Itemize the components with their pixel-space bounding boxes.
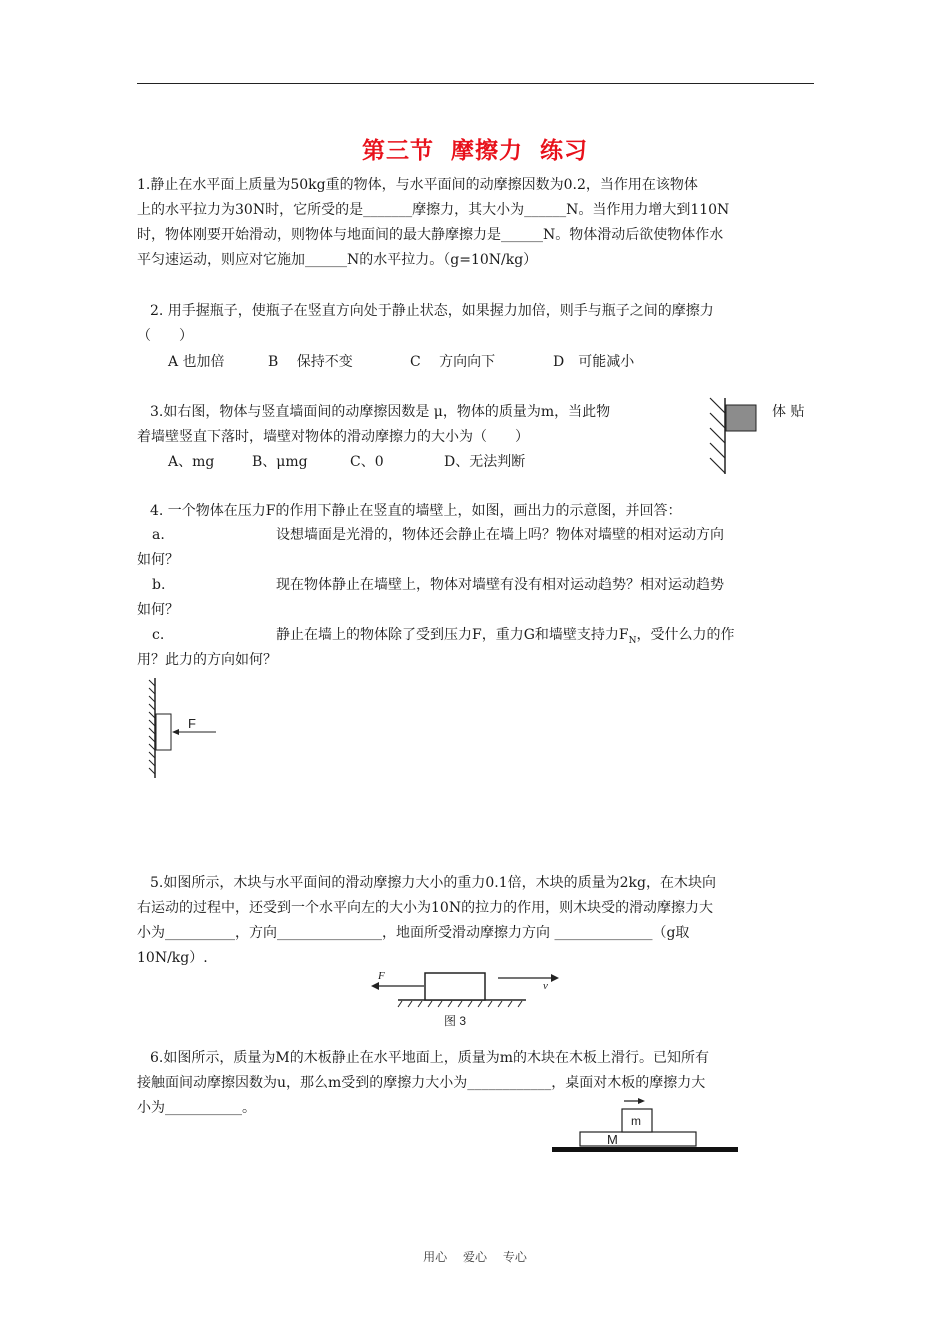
q4-b-text: 现在物体静止在墙壁上，物体对墙壁有没有相对运动趋势？相对运动趋势 xyxy=(276,577,724,593)
q4-c-label: c. xyxy=(152,627,165,643)
title-section: 第三节 xyxy=(361,138,434,164)
q4-a-label: a. xyxy=(152,527,165,543)
q2-option-c: C 方向向下 xyxy=(410,354,496,370)
q6-line-2: 接触面间动摩擦因数为u，那么m受到的摩擦力大小为____________，桌面对木板的摩擦力大 xyxy=(137,1075,706,1091)
q4-c-text-end: ，受什么力的作 xyxy=(636,627,735,643)
q2-line-1: 2. 用手握瓶子，使瓶子在竖直方向处于静止状态，如果握力加倍，则手与瓶子之间的摩擦力 xyxy=(150,303,714,319)
q1-line-2: 上的水平拉力为30N时，它所受的是_______摩擦力，其大小为______N。当作用力增大到110N xyxy=(137,202,730,218)
q1-line-1: 1.静止在水平面上质量为50kg重的物体，与水平面间的动摩擦因数为0.2，当作用在该物体 xyxy=(137,177,698,193)
q5-line-4: 10N/kg）. xyxy=(137,950,208,966)
q4-block xyxy=(156,714,171,750)
q6-block-label: m xyxy=(631,1114,641,1128)
q3-block xyxy=(726,405,756,431)
q3-option-b: B、μmg xyxy=(252,454,308,470)
q5-block-figure xyxy=(368,966,568,1028)
q6-velocity-arrowhead xyxy=(638,1098,645,1104)
q5-force-arrowhead xyxy=(371,982,379,990)
q2-option-b: B 保持不变 xyxy=(268,354,353,370)
q5-velocity-arrowhead xyxy=(551,974,559,982)
q2-option-d: D 可能减小 xyxy=(553,354,635,370)
q4-a-text: 设想墙面是光滑的，物体还会静止在墙上吗？物体对墙壁的相对运动方向 xyxy=(276,527,724,543)
q5-figure-caption: 图 3 xyxy=(444,1014,467,1028)
q3-option-d: D、无法判断 xyxy=(444,454,526,470)
q6-board xyxy=(580,1132,696,1146)
q4-c-tail: 用？此力的方向如何？ xyxy=(137,652,277,668)
q5-velocity-label: v xyxy=(543,980,548,992)
q4-c-text-main: 静止在墙上的物体除了受到压力F，重力G和墙壁支持力F xyxy=(276,627,629,643)
footer-word-3: 专心 xyxy=(502,1250,527,1264)
q4-c-subscript: N xyxy=(628,635,637,646)
q5-force-label: F xyxy=(378,970,385,982)
q6-line-1: 6.如图所示，质量为M的木板静止在水平地面上，质量为m的木块在木板上滑行。已知所有 xyxy=(150,1050,709,1066)
title-topic: 摩擦力 xyxy=(451,138,523,164)
q6-board-label: M xyxy=(607,1132,618,1147)
q4-wall-force-figure xyxy=(146,676,226,780)
footer-word-1: 用心 xyxy=(423,1250,448,1264)
q6-line-3: 小为___________。 xyxy=(137,1100,256,1116)
title-exercise: 练习 xyxy=(540,138,589,164)
q3-line-1-tail: 体 贴 xyxy=(772,404,805,420)
page-footer xyxy=(0,1248,950,1265)
q4-line-1: 4. 一个物体在压力F的作用下静止在竖直的墙壁上，如图，画出力的示意图，并回答： xyxy=(150,503,682,519)
q2-option-a: A 也加倍 xyxy=(168,354,225,370)
q4-c-text xyxy=(276,623,735,653)
q4-b-tail: 如何？ xyxy=(137,602,179,618)
q6-board-block-figure xyxy=(550,1094,742,1156)
footer-word-2: 爱心 xyxy=(462,1250,487,1264)
q4-force-arrowhead xyxy=(172,729,179,735)
q5-line-1: 5.如图所示，木块与水平面间的滑动摩擦力大小的重力0.1倍，木块的质量为2kg，在木块向 xyxy=(150,875,716,891)
q3-option-a: A、mg xyxy=(168,454,215,470)
q5-line-3: 小为__________，方向_______________，地面所受滑动摩擦力方向 ______________（g取 xyxy=(137,925,690,941)
page-title xyxy=(0,132,950,165)
q6-ground xyxy=(552,1147,738,1152)
q3-option-c: C、0 xyxy=(350,454,384,470)
q5-block xyxy=(425,973,485,1000)
q4-b-label: b. xyxy=(152,577,166,593)
q4-force-label: F xyxy=(188,716,196,731)
q5-line-2: 右运动的过程中，还受到一个水平向左的大小为10N的拉力的作用，则木块受的滑动摩擦力大 xyxy=(137,900,714,916)
q3-line-2: 着墙壁竖直下落时，墙壁对物体的滑动摩擦力的大小为（ ） xyxy=(137,429,529,445)
q2-line-2: （ ） xyxy=(137,328,193,344)
q3-wall-block-figure xyxy=(700,394,770,476)
q1-line-3: 时，物体刚要开始滑动，则物体与地面间的最大静摩擦力是______N。物体滑动后欲使物体作水 xyxy=(137,227,724,243)
q4-a-tail: 如何？ xyxy=(137,552,179,568)
q1-line-4: 平匀速运动，则应对它施加______N的水平拉力。（g=10N/kg） xyxy=(137,252,538,268)
q3-line-1: 3.如右图，物体与竖直墙面间的动摩擦因数是 μ，物体的质量为m，当此物 xyxy=(150,404,611,420)
header-rule xyxy=(137,83,814,84)
